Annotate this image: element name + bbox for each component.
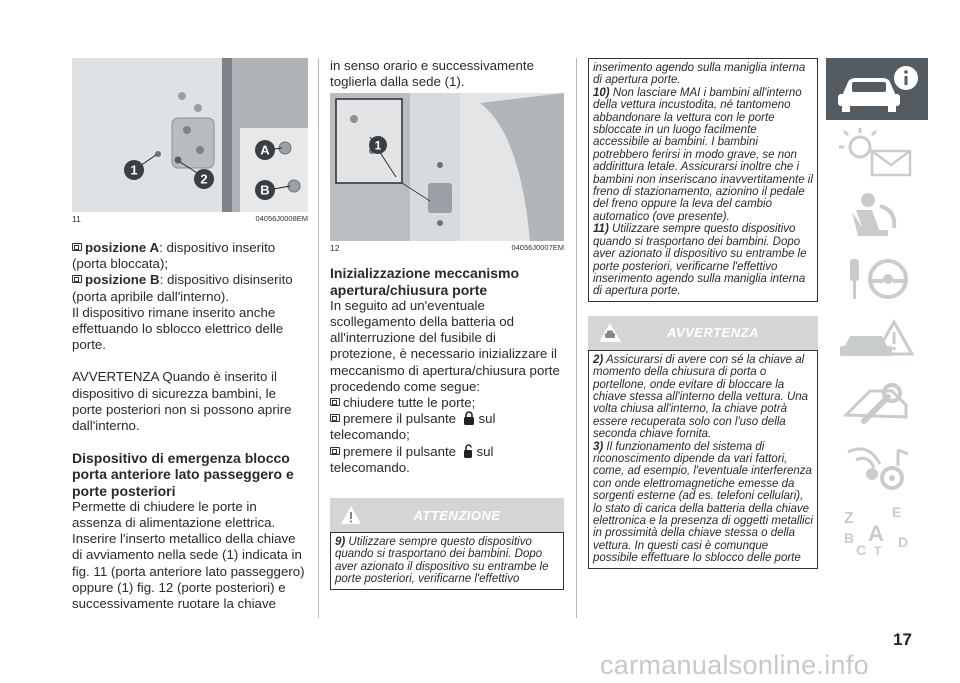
page-number: 17 bbox=[893, 630, 912, 649]
bullet-icon bbox=[330, 447, 340, 455]
attention-header bbox=[330, 498, 564, 532]
list-item bbox=[330, 395, 564, 411]
list-item-label: posizione B bbox=[85, 272, 160, 288]
position-list bbox=[72, 240, 308, 612]
section-heading: Inizializzazione meccanismo apertura/chiusura porte bbox=[330, 265, 520, 298]
sidebar-item-emergency[interactable] bbox=[826, 310, 928, 372]
section-heading: Dispositivo di emergenza blocco porta anteriore lato passeggero e porte posteriori bbox=[72, 450, 294, 499]
index-letter: D bbox=[898, 534, 909, 550]
figure-12 bbox=[330, 93, 564, 241]
lock-icon bbox=[463, 411, 475, 425]
figure-caption bbox=[72, 214, 308, 224]
index-letter: E bbox=[892, 504, 902, 520]
column-divider bbox=[576, 58, 577, 618]
warning-box bbox=[588, 350, 818, 569]
attention-box-continued bbox=[588, 58, 818, 302]
attention-title: ATTENZIONE bbox=[413, 507, 501, 523]
callout-2: 2 bbox=[200, 171, 208, 187]
list-item-text: premere il pulsante bbox=[343, 411, 457, 427]
list-item bbox=[330, 411, 564, 443]
index-letter: A bbox=[868, 521, 884, 546]
bullet-icon bbox=[330, 398, 340, 406]
warning-header bbox=[588, 316, 818, 350]
note-text: Utilizzare sempre questo dispositivo quando si trasportano dei bambini. Dopo aver azionato il dispositivo su entrambe le porte posteriori, verificarne l'effettivo bbox=[335, 536, 549, 586]
sidebar-item-maintenance[interactable] bbox=[826, 373, 928, 435]
car-info-icon bbox=[834, 64, 920, 114]
alphabet-index-icon bbox=[834, 503, 920, 557]
index-letter: Z bbox=[844, 510, 854, 527]
list-item bbox=[72, 272, 308, 304]
list-item bbox=[72, 240, 308, 272]
note-text: Assicurarsi di avere con sé la chiave al momento della chiusura di porta o portellone, onde evitare di bloccare la chiave stessa all'interno della vettura. Una volta chiusa all'interno, la chiave potrà essere recuperata solo con l'uso della seconda chiave fornita. bbox=[593, 353, 809, 441]
media-settings-icon bbox=[834, 440, 920, 494]
list-item-text: chiudere tutte le porte; bbox=[343, 395, 476, 411]
list-item bbox=[330, 444, 564, 476]
seat-airbag-icon bbox=[834, 188, 920, 242]
sidebar-item-car-info[interactable] bbox=[826, 58, 928, 120]
figure-number: 11 bbox=[72, 214, 81, 224]
note-number: 10) bbox=[593, 86, 610, 99]
list-item-text: : dispositivo disinserito (porta apribile dall'interno). bbox=[72, 272, 293, 304]
callout-a: A bbox=[260, 142, 270, 158]
figure-number: 12 bbox=[330, 243, 340, 254]
column-middle bbox=[330, 58, 564, 590]
door-lock-illustration bbox=[72, 58, 308, 212]
note-number: 9) bbox=[335, 536, 346, 549]
note-number: 3) bbox=[593, 440, 604, 453]
list-item-label: posizione A bbox=[85, 240, 160, 255]
chapter-sidebar bbox=[826, 58, 928, 562]
note-text: Utilizzare sempre questo dispositivo quando si trasportano dei bambini. Dopo aver azionato il dispositivo su entrambe le porte posteriori, verificarne l'effettivo inserimento agendo sulla maniglia interna di apertura porte. bbox=[593, 223, 807, 298]
paragraph: Permette di chiudere le porte in assenza di alimentazione elettrica. Inserire l'inserto metallico della chiave di avviamento nella sede (1) indicata in fig. 11 (porta anteriore lato passeggero) oppure (1) fig. 12 (porte posteriori) e successivamente ruotare la chiave bbox=[72, 498, 305, 612]
index-letter: C bbox=[856, 542, 867, 557]
list-item-text: sul telecomando; bbox=[330, 411, 496, 443]
paragraph: AVVERTENZA Quando è inserito il dispositivo di sicurezza bambini, le porte posteriori non si possono aprire dall'interno. bbox=[72, 369, 292, 434]
sidebar-item-safety[interactable] bbox=[826, 184, 928, 246]
callout-1: 1 bbox=[130, 162, 138, 178]
figure-caption bbox=[330, 243, 564, 253]
sidebar-item-warning-lights[interactable] bbox=[826, 121, 928, 183]
figure-11 bbox=[72, 58, 308, 212]
warning-light-envelope-icon bbox=[834, 125, 920, 179]
list-item-text: premere il pulsante bbox=[343, 443, 457, 459]
wrench-service-icon bbox=[834, 377, 920, 431]
note-text: inserimento agendo sulla maniglia interna di apertura porte. bbox=[593, 62, 806, 87]
warning-title: AVVERTENZA bbox=[667, 325, 759, 341]
list-item-text: : dispositivo inserito (porta bloccata); bbox=[72, 240, 276, 272]
column-divider bbox=[318, 58, 319, 618]
warning-triangle-icon bbox=[340, 504, 362, 526]
crash-warning-icon bbox=[834, 314, 920, 368]
note-text: Non lasciare MAI i bambini all'interno della vettura incustodita, né tantomeno abbandonare la vettura con le porte sbloccate in un luogo facilmente accessibile ai bambini. I bambini potrebbero ferirsi in modo grave, se non addirittura letale. Assicurarsi inoltre che i bambini non inseriscano inavvertitamente il freno di stazionamento, azionino il pedale del freno oppure la leva del cambio automatico (ove presente). bbox=[593, 86, 813, 223]
bullet-icon bbox=[72, 275, 82, 283]
figure-code: 04056J0007EM bbox=[511, 243, 564, 253]
callout-b: B bbox=[260, 182, 270, 198]
index-letter: B bbox=[844, 530, 855, 546]
callout-1: 1 bbox=[374, 138, 382, 153]
column-right bbox=[588, 58, 818, 569]
rear-door-lock-illustration bbox=[330, 93, 564, 241]
note-number: 11) bbox=[593, 223, 609, 236]
paragraph: in senso orario e successivamente toglierla dalla sede (1). bbox=[330, 58, 534, 90]
note-number: 2) bbox=[593, 353, 604, 366]
paragraph: Il dispositivo rimane inserito anche effettuando lo sblocco elettrico delle porte. bbox=[72, 304, 284, 353]
sidebar-item-multimedia[interactable] bbox=[826, 436, 928, 498]
unlock-icon bbox=[463, 444, 473, 458]
sidebar-item-index[interactable] bbox=[826, 499, 928, 561]
car-warning-icon bbox=[598, 322, 622, 344]
list-item-text: sul telecomando. bbox=[330, 443, 494, 475]
sidebar-item-driving[interactable] bbox=[826, 247, 928, 309]
paragraph: In seguito ad un'eventuale scollegamento della batteria od all'interruzione del fusibile di protezione, è necessario inizializzare il meccanismo di apertura/chiusura porte procedendo come segue: bbox=[330, 297, 560, 394]
bullet-icon bbox=[72, 243, 82, 251]
attention-box bbox=[330, 532, 564, 590]
watermark: carmanualsonline.info bbox=[600, 650, 869, 680]
figure-code: 04056J0008EM bbox=[255, 214, 308, 223]
column-left bbox=[72, 58, 308, 612]
note-text: Il funzionamento del sistema di riconoscimento dipende da vari fattori, come, ad esempio, l'eventuale interferenza con onde elettromagnetiche emesse da sorgenti esterne (ad es. telefoni cellulari), lo stato di carica della batteria della chiave elettronica e la presenza di oggetti metallici in prossimità della chiave stessa o della vettura. In questi casi è comunque possibile effettuare lo sblocco delle porte bbox=[593, 440, 813, 565]
key-steering-icon bbox=[834, 251, 920, 305]
index-letter: T bbox=[874, 544, 882, 557]
bullet-icon bbox=[330, 414, 340, 422]
